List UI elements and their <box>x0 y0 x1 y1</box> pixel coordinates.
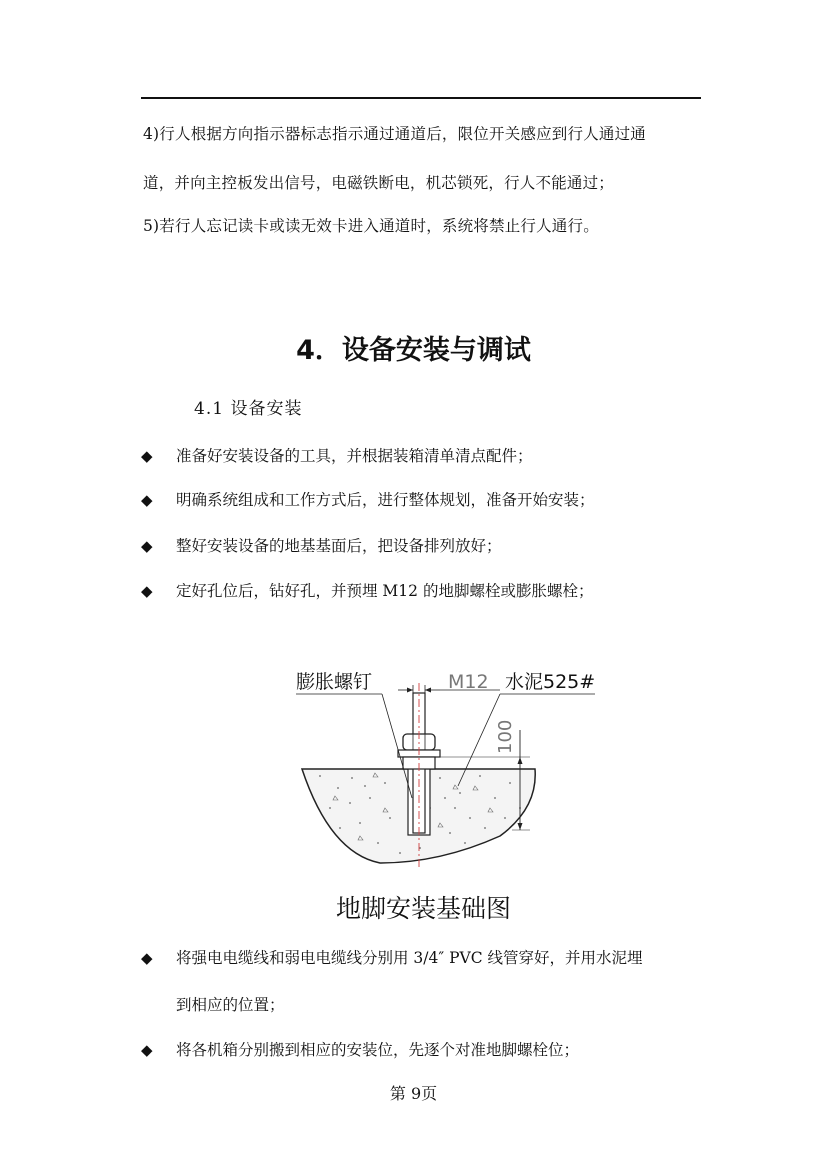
paragraph-line-1: 4)行人根据方向指示器标志指示通过通道后，限位开关感应到行人通过通 <box>143 125 647 143</box>
bullet-text: 明确系统组成和工作方式后，进行整体规划，准备开始安装； <box>176 491 595 509</box>
label-expansion-bolt: 膨胀螺钉 <box>296 671 373 693</box>
bullet-text: 准备好安装设备的工具，并根据装箱清单清点配件； <box>176 447 533 465</box>
bullet-text-continuation: 到相应的位置； <box>176 996 285 1014</box>
page-number: 第 9页 <box>389 1084 438 1103</box>
anchor-installation-diagram <box>290 658 610 878</box>
figure-caption: 地脚安装基础图 <box>335 894 511 923</box>
dimension-label-depth: 100 <box>495 719 516 754</box>
label-cement: 水泥525# <box>505 671 596 693</box>
diamond-bullet-icon: ◆ <box>141 447 153 465</box>
diamond-bullet-icon: ◆ <box>141 491 153 509</box>
dimension-label-m12: M12 <box>448 671 489 693</box>
paragraph-line-2: 道，并向主控板发出信号，电磁铁断电，机芯锁死，行人不能通过； <box>143 174 615 192</box>
section-subheading: 4.1 设备安装 <box>194 399 303 419</box>
diamond-bullet-icon: ◆ <box>141 537 153 555</box>
diamond-bullet-icon: ◆ <box>141 582 153 600</box>
paragraph-line-3: 5)若行人忘记读卡或读无效卡进入通道时，系统将禁止行人通行。 <box>143 217 599 235</box>
header-rule <box>141 97 701 99</box>
bullet-text: 将强电电缆线和弱电电缆线分别用 3/4″ PVC 线管穿好，并用水泥埋 <box>176 949 643 967</box>
bullet-text: 整好安装设备的地基基面后，把设备排列放好； <box>176 537 502 555</box>
diamond-bullet-icon: ◆ <box>141 1041 153 1059</box>
diamond-bullet-icon: ◆ <box>141 949 153 967</box>
bullet-text: 将各机箱分别搬到相应的安装位，先逐个对准地脚螺栓位； <box>176 1041 580 1059</box>
section-heading: 4．设备安装与调试 <box>296 335 531 366</box>
bullet-text: 定好孔位后，钻好孔，并预埋 M12 的地脚螺栓或膨胀螺栓； <box>176 582 594 600</box>
